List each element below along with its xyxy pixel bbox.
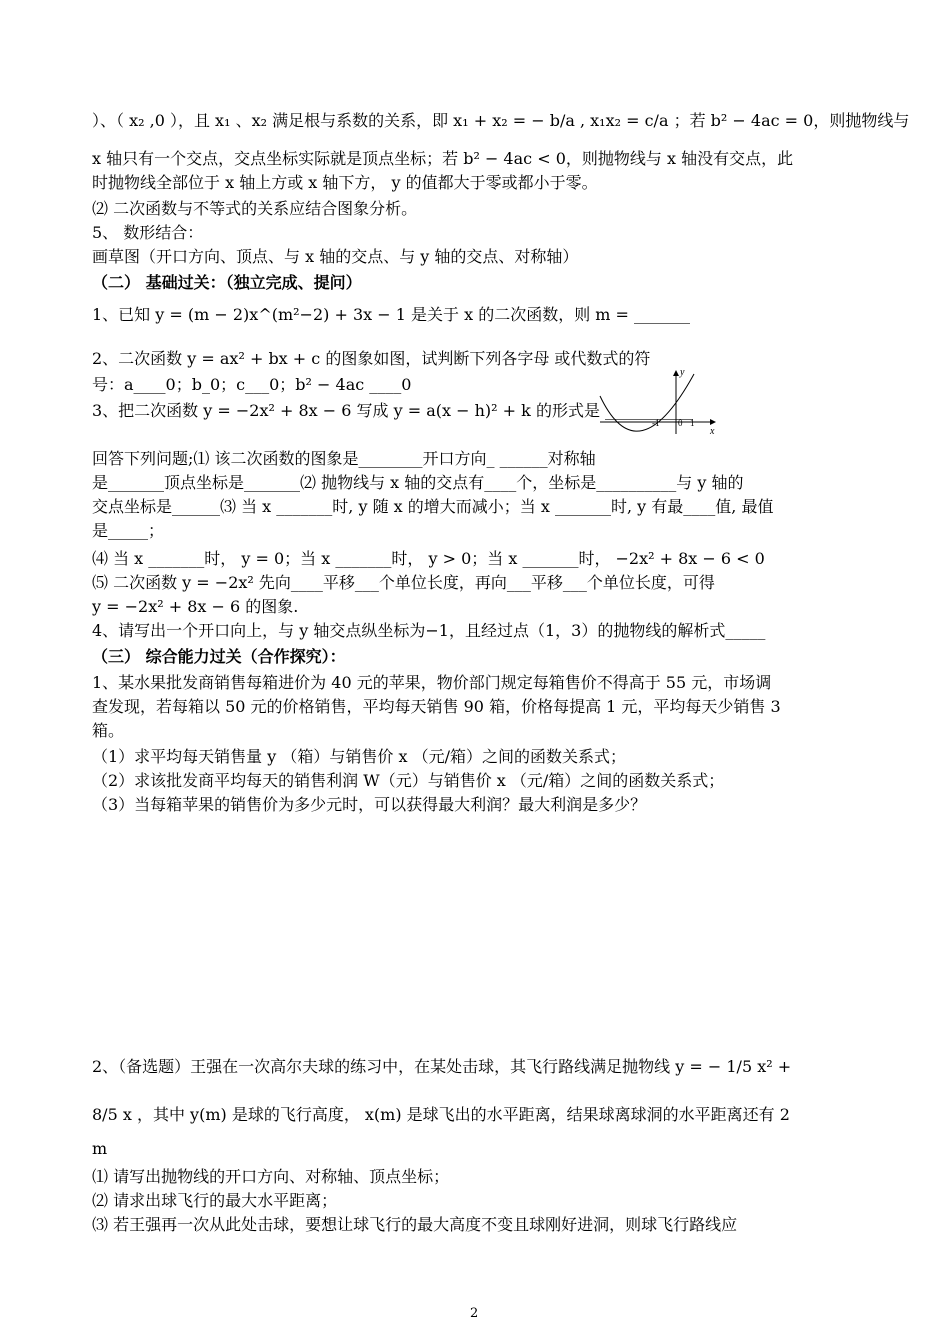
x-axis-label: x bbox=[710, 426, 715, 436]
question-2-cont: 号：a____0；b_0；c___0；b² − 4ac ____0 bbox=[92, 375, 412, 394]
tick-label-neg: -1 bbox=[652, 418, 660, 428]
text-line-1: ）、（ x₂ ,0 ），且 x₁ 、x₂ 满足根与系数的关系，即 x₁ + x₂ = − b/a , x₁x₂ = c/a ；若 b² − 4ac = 0，则抛物线与 bbox=[92, 111, 910, 130]
question-3-line-3: 是_______顶点坐标是_______⑵ 抛物线与 x 轴的交点有____个，坐标是__________与 y 轴的 bbox=[92, 473, 744, 492]
tick-label-pos: 1 bbox=[690, 418, 695, 428]
question-4: 4、请写出一个开口向上，与 y 轴交点纵坐标为−1，且经过点（1，3）的抛物线的解析式_____ bbox=[92, 621, 766, 640]
text-line-5: 5、 数形结合： bbox=[92, 223, 204, 242]
problem-2-line-1: 2、（备选题）王强在一次高尔夫球的练习中，在某处击球，其飞行路线满足抛物线 y = − 1/5 x² + bbox=[92, 1057, 792, 1076]
problem-1-line-1: 1、某水果批发商销售每箱进价为 40 元的苹果，物价部门规定每箱售价不得高于 55 元，市场调 bbox=[92, 673, 772, 692]
question-3-line-8: y = −2x² + 8x − 6 的图象. bbox=[92, 597, 299, 616]
question-3-line-4: 交点坐标是______⑶ 当 x _______时, y 随 x 的增大而减小；当 x _______时, y 有最____值, 最值 bbox=[92, 497, 774, 516]
question-3-line-5: 是_____； bbox=[92, 521, 165, 540]
parabola-graph bbox=[598, 366, 720, 436]
text-line-6: 画草图（开口方向、顶点、与 x 轴的交点、与 y 轴的交点、对称轴） bbox=[92, 247, 579, 266]
y-axis-arrow bbox=[673, 370, 679, 376]
text-line-3: 时抛物线全部位于 x 轴上方或 x 轴下方， y 的值都大于零或都小于零。 bbox=[92, 173, 598, 192]
question-3: 3、把二次函数 y = −2x² + 8x − 6 写成 y = a(x − h)² + k 的形式是 ___________ bbox=[92, 401, 694, 420]
problem-2-part-1: ⑴ 请写出抛物线的开口方向、对称轴、顶点坐标； bbox=[92, 1167, 450, 1186]
problem-1-part-2: （2）求该批发商平均每天的销售利润 W（元）与销售价 x （元/箱）之间的函数关系式； bbox=[92, 771, 725, 790]
section-heading-3: （三） 综合能力过关（合作探究）： bbox=[92, 647, 346, 666]
problem-1-part-3: （3）当每箱苹果的销售价为多少元时，可以获得最大利润？最大利润是多少？ bbox=[92, 795, 647, 814]
problem-1-line-3: 箱。 bbox=[92, 721, 125, 740]
question-1: 1、已知 y = (m − 2)x^(m²−2) + 3x − 1 是关于 x 的二次函数，则 m = _______ bbox=[92, 305, 691, 324]
question-3-line-7: ⑸ 二次函数 y = −2x² 先向____平移___个单位长度，再向___平移___个单位长度，可得 bbox=[92, 573, 715, 592]
tick-label-zero: 0 bbox=[678, 418, 683, 428]
y-axis-label: y bbox=[680, 367, 685, 378]
text-line-4: ⑵ 二次函数与不等式的关系应结合图象分析。 bbox=[92, 199, 418, 218]
problem-1-line-2: 查发现，若每箱以 50 元的价格销售，平均每天销售 90 箱，价格每提高 1 元，平均每天少销售 3 bbox=[92, 697, 781, 716]
problem-2-part-2: ⑵ 请求出球飞行的最大水平距离； bbox=[92, 1191, 338, 1210]
problem-1-part-1: （1）求平均每天销售量 y （箱）与销售价 x （元/箱）之间的函数关系式； bbox=[92, 747, 626, 766]
problem-2-part-3: ⑶ 若王强再一次从此处击球，要想让球飞行的最大高度不变且球刚好进洞，则球飞行路线应 bbox=[92, 1215, 738, 1234]
page-number: 2 bbox=[470, 1306, 479, 1321]
question-3-line-6: ⑷ 当 x _______时， y = 0；当 x _______时， y > 0；当 x _______时， −2x² + 8x − 6 < 0 bbox=[92, 549, 765, 568]
text-line-2: x 轴只有一个交点，交点坐标实际就是顶点坐标；若 b² − 4ac < 0，则抛物线与 x 轴没有交点，此 bbox=[92, 149, 794, 168]
question-2: 2、二次函数 y = ax² + bx + c 的图象如图，试判断下列各字母 或代数式的符 bbox=[92, 349, 651, 368]
problem-2-line-2: 8/5 x ，其中 y(m) 是球的飞行高度， x(m) 是球飞出的水平距离，结果球离球洞的水平距离还有 2 bbox=[92, 1105, 790, 1124]
section-heading-2: （二） 基础过关：（独立完成、提问） bbox=[92, 273, 362, 292]
problem-2-line-3: m bbox=[92, 1139, 108, 1158]
x-axis-arrow bbox=[710, 419, 716, 425]
question-3-line-2: 回答下列问题;⑴ 该二次函数的图象是________开口方向_ ______对称轴 bbox=[92, 449, 596, 468]
